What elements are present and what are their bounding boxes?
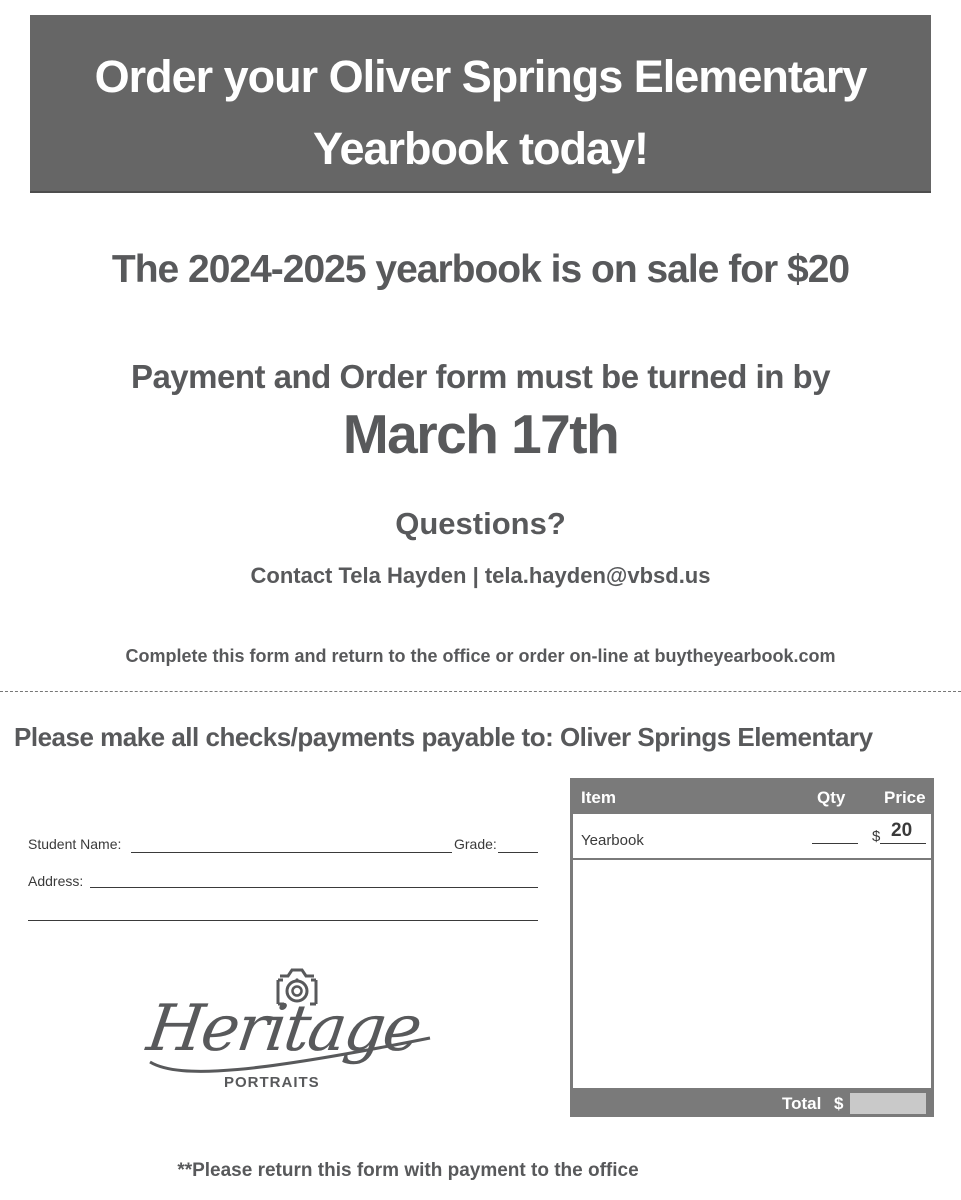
col-qty-header: Qty	[817, 788, 846, 807]
heritage-portraits-logo	[140, 962, 440, 1102]
student-name-field[interactable]	[131, 852, 452, 853]
grade-field[interactable]	[498, 852, 538, 853]
total-field[interactable]	[850, 1093, 926, 1114]
address-field-line1[interactable]	[90, 887, 538, 888]
order-table-body	[573, 860, 931, 1088]
sale-price-text: The 2024-2025 yearbook is on sale for $20	[111, 248, 850, 291]
address-label: Address:	[28, 873, 84, 889]
questions-heading: Questions?	[395, 506, 566, 541]
logo-script-text: Heritage	[142, 992, 425, 1066]
row-item-label: Yearbook	[581, 832, 644, 849]
col-item-header: Item	[581, 788, 616, 807]
order-table-header	[570, 778, 934, 814]
student-name-label: Student Name:	[28, 836, 122, 852]
qty-field[interactable]	[812, 843, 858, 844]
student-name-row	[28, 836, 540, 856]
address-row	[28, 873, 540, 893]
deadline-text: Payment and Order form must be turned in by	[130, 358, 831, 395]
table-row	[573, 814, 931, 858]
banner-title-line1: Order your Oliver Springs Elementary	[94, 51, 867, 102]
logo-subtext: PORTRAITS	[224, 1074, 320, 1091]
payable-to-text: Please make all checks/payments payable to: Oliver Springs Elementary	[14, 722, 873, 752]
cut-line-divider	[0, 691, 961, 692]
footer-note: **Please return this form with payment to the office	[177, 1160, 639, 1181]
row-currency: $	[872, 828, 881, 845]
contact-info: Contact Tela Hayden | tela.hayden@vbsd.us	[250, 563, 711, 588]
total-currency: $	[834, 1094, 844, 1113]
col-price-header: Price	[884, 788, 926, 807]
instructions-text: Complete this form and return to the office or order on-line at buytheyearbook.com	[125, 646, 836, 666]
price-field-underline	[880, 843, 926, 844]
deadline-date: March 17th	[342, 403, 619, 465]
row-price-value: 20	[891, 820, 913, 841]
total-label: Total	[782, 1094, 822, 1113]
grade-label: Grade:	[454, 836, 497, 852]
address-field-line2[interactable]	[28, 920, 538, 921]
banner-title-line2: Yearbook today!	[312, 123, 649, 174]
header-banner	[30, 15, 931, 193]
order-table-total-row	[570, 1090, 934, 1117]
order-table	[570, 778, 934, 1117]
